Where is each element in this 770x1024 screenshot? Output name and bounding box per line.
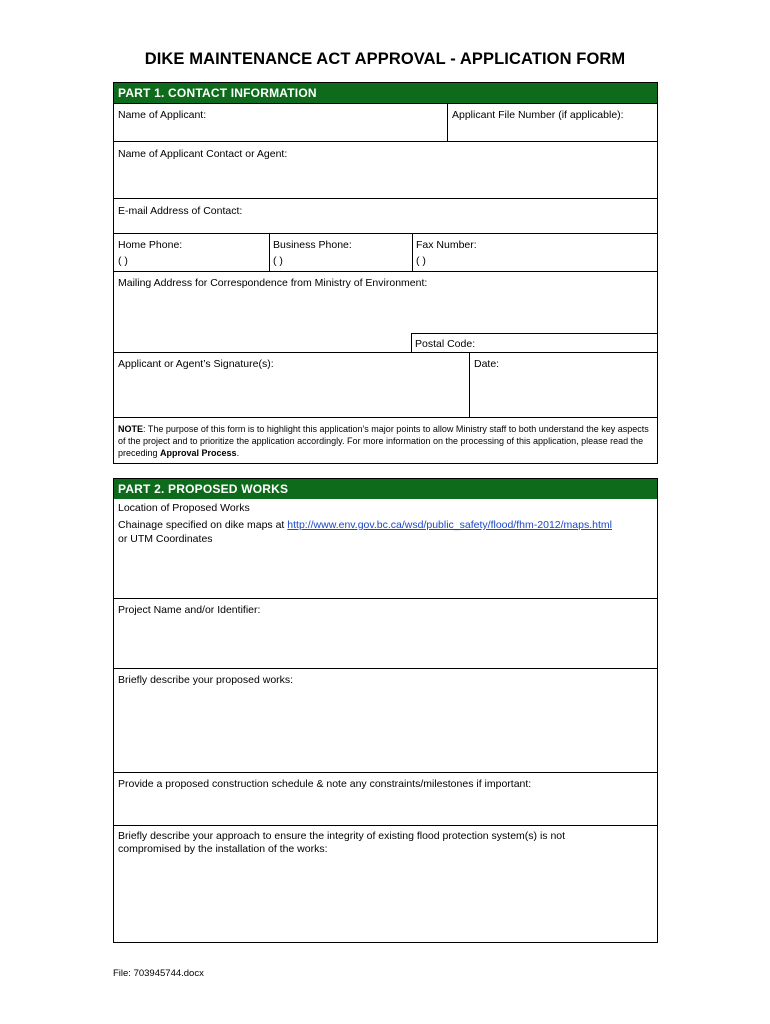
postal-code-label: Postal Code: <box>415 338 476 350</box>
file-number-field[interactable] <box>447 103 657 141</box>
fax-number-label: Fax Number: <box>416 239 477 251</box>
home-phone-field[interactable] <box>114 233 269 271</box>
integrity-field[interactable] <box>114 825 657 943</box>
home-phone-area-code: ( ) <box>118 255 128 267</box>
part1-header: PART 1. CONTACT INFORMATION <box>114 83 657 103</box>
note-end: . <box>236 448 240 458</box>
mailing-address-label: Mailing Address for Correspondence from Ministry of Environment: <box>118 277 428 289</box>
email-field[interactable] <box>114 198 657 233</box>
home-phone-label: Home Phone: <box>118 239 183 251</box>
integrity-label: Briefly describe your approach to ensure the integrity of existing flood protection system(s) is not compromised by the installation of the works: <box>118 830 566 855</box>
page-title: DIKE MAINTENANCE ACT APPROVAL - APPLICATION FORM <box>144 50 626 68</box>
signature-field[interactable] <box>114 352 469 417</box>
business-phone-label: Business Phone: <box>273 239 352 251</box>
schedule-field[interactable] <box>114 772 657 825</box>
utm-label: or UTM Coordinates <box>118 533 213 545</box>
business-phone-field[interactable] <box>269 233 412 271</box>
note-body: : The purpose of this form is to highlight this application’s major points to allow Ministry staff to both understand the key aspects of the project and to prioritize the application accordingly. For more information on the processing of this application, please read the preceding <box>118 424 649 458</box>
contact-agent-field[interactable] <box>114 141 657 198</box>
describe-works-label: Briefly describe your proposed works: <box>118 674 294 686</box>
project-name-field[interactable] <box>114 598 657 668</box>
describe-works-field[interactable] <box>114 668 657 772</box>
part2-header: PART 2. PROPOSED WORKS <box>114 479 657 499</box>
business-phone-area-code: ( ) <box>273 255 283 267</box>
project-name-label: Project Name and/or Identifier: <box>118 604 261 616</box>
footer-file-name: File: 703945744.docx <box>113 968 204 979</box>
postal-code-field[interactable] <box>411 333 657 352</box>
location-field[interactable] <box>114 499 657 598</box>
chainage-line <box>118 519 612 532</box>
file-number-label: Applicant File Number (if applicable): <box>452 109 624 121</box>
chainage-text: Chainage specified on dike maps at <box>118 519 288 531</box>
fax-area-code: ( ) <box>416 255 426 267</box>
part2-section <box>113 478 658 943</box>
location-title: Location of Proposed Works <box>118 502 250 514</box>
date-field[interactable] <box>469 352 657 417</box>
date-label: Date: <box>474 358 500 370</box>
email-label: E-mail Address of Contact: <box>118 205 243 217</box>
note-block <box>114 417 657 464</box>
part1-section <box>113 82 658 464</box>
approval-process-ref: Approval Process <box>160 448 237 458</box>
note-text <box>118 423 653 459</box>
schedule-label: Provide a proposed construction schedule & note any constraints/milestones if important: <box>118 778 532 790</box>
name-of-applicant-field[interactable] <box>114 103 447 141</box>
fax-number-field[interactable] <box>412 233 657 271</box>
contact-agent-label: Name of Applicant Contact or Agent: <box>118 148 288 160</box>
name-of-applicant-label: Name of Applicant: <box>118 109 207 121</box>
note-label: NOTE <box>118 424 144 434</box>
dike-maps-link[interactable]: http://www.env.gov.bc.ca/wsd/public_safety/flood/fhm-2012/maps.html <box>287 519 612 531</box>
signature-label: Applicant or Agent’s Signature(s): <box>118 358 274 370</box>
